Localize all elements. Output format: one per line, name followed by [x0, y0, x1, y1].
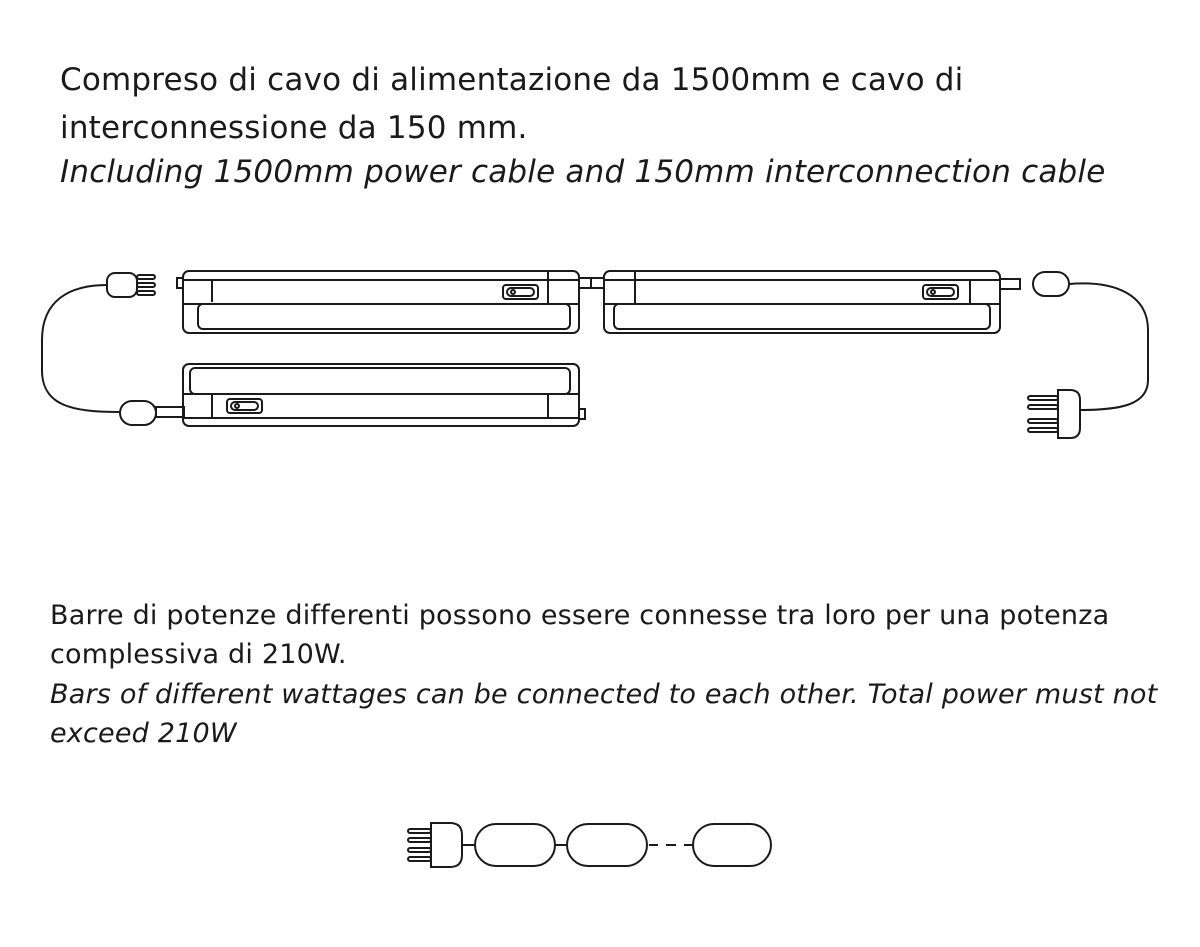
bar-chain [462, 824, 771, 866]
bar-module-1 [475, 824, 555, 866]
light-bar-3 [183, 364, 585, 426]
caption-bottom-line-2: complessiva di 210W. [50, 639, 347, 670]
switch-icon [923, 285, 958, 299]
caption-top-line-1: Compreso di cavo di alimentazione da 1500mm e cavo di [60, 62, 964, 98]
switch-icon [503, 285, 538, 299]
caption-bottom-english-1: Bars of different wattages can be connected to each other. Total power must not [50, 679, 1158, 710]
bar-module-n [693, 824, 771, 866]
caption-top-english: Including 1500mm power cable and 150mm interconnection cable [60, 154, 1106, 190]
caption-bottom-line-1: Barre di potenze differenti possono essere connesse tra loro per una potenza [50, 600, 1110, 631]
plug-icon [1028, 390, 1080, 438]
light-bar-2 [604, 271, 1000, 333]
caption-bottom-english-2: exceed 210W [50, 718, 237, 749]
bar-module-2 [567, 824, 647, 866]
caption-top-line-2: interconnessione da 150 mm. [60, 110, 528, 146]
plug-icon [408, 823, 462, 867]
switch-icon [227, 399, 262, 413]
interconnection-cable [579, 278, 604, 288]
light-bar-1 [177, 271, 579, 333]
plug-icon [107, 273, 155, 297]
power-cable-right [1000, 272, 1148, 410]
cable-loop-left [42, 285, 184, 425]
